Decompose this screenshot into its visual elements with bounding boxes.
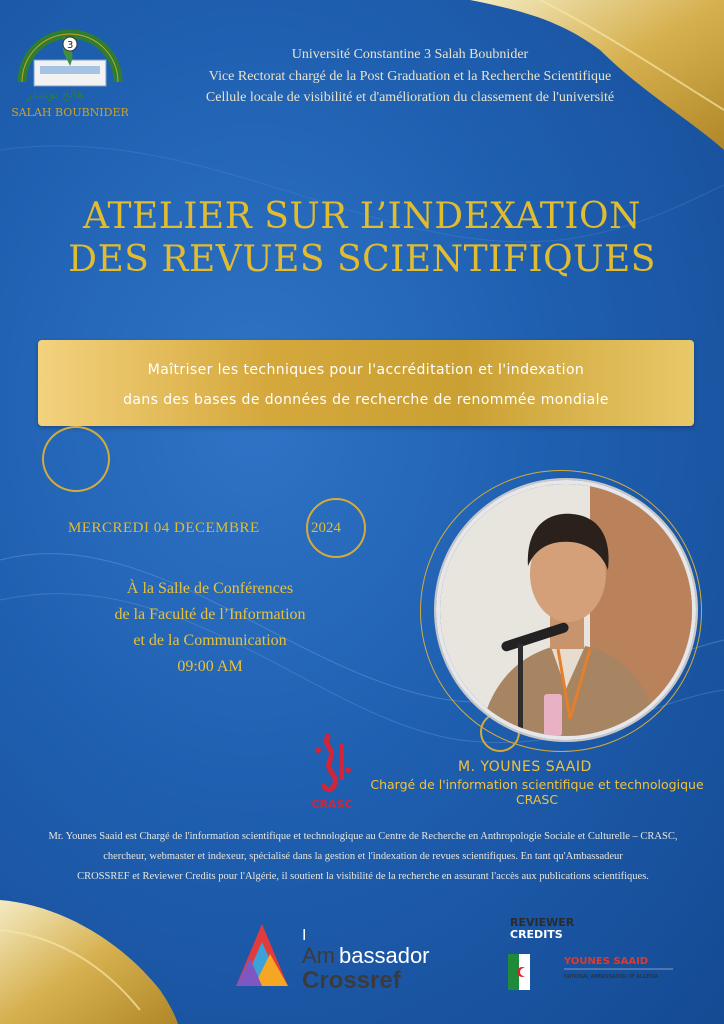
event-date: [68, 520, 260, 537]
venue-line-2: de la Faculté de l’Information: [114, 606, 306, 623]
svg-text:CRASC: CRASC: [311, 798, 353, 811]
svg-text:SALAH BOUBNIDER: SALAH BOUBNIDER: [12, 106, 128, 119]
venue-line-1: À la Salle de Conférences: [126, 580, 294, 597]
crossref-ambassador-logo: [232, 918, 442, 992]
event-year: 2024: [311, 520, 341, 536]
university-name: Université Constantine 3 Salah Boubnider: [291, 47, 529, 62]
svg-text:YOUNES SAAID: YOUNES SAAID: [564, 956, 649, 967]
event-time: 09:00 AM: [177, 658, 243, 675]
banner-line-2: dans des bases de données de recherche de renommée mondiale: [123, 392, 609, 408]
svg-text:I: I: [302, 927, 307, 944]
university-logo: [12, 22, 128, 122]
svg-text:Am: Am: [302, 943, 335, 968]
speaker-name: M. YOUNES SAAID: [458, 759, 592, 775]
crasc-logo: [298, 730, 366, 812]
subtitle-banner: [38, 340, 694, 426]
workshop-title: [0, 195, 724, 281]
svg-text:NATIONAL AMBASSADOR OF ALGERIA: NATIONAL AMBASSADOR OF ALGERIA: [564, 974, 659, 980]
svg-text:CREDITS: CREDITS: [510, 928, 563, 941]
bio-line-2: chercheur, webmaster et indexeur, spécialisé dans la gestion et l'indexation de revues scientifiques. En tant qu'Ambassadeur: [103, 851, 623, 862]
speaker-photo: [436, 480, 696, 740]
decorative-ring: [42, 426, 110, 492]
vice-rectorat: Vice Rectorat chargé de la Post Graduation et la Recherche Scientifique: [208, 68, 612, 84]
svg-text:REVIEWER: REVIEWER: [510, 916, 575, 929]
title-line-1: ATELIER SUR L’INDEXATION: [82, 196, 642, 237]
bio-line-1: Mr. Younes Saaid est Chargé de l'information scientifique et technologique au Centre de Recherche en Anthropologie Sociale et Culturelle – CRASC,: [48, 831, 678, 842]
svg-text:Crossref: Crossref: [302, 967, 401, 992]
event-venue: [60, 576, 360, 680]
speaker-role: [370, 777, 704, 807]
banner-line-1: Maîtriser les techniques pour l'accréditation et l'indexation: [147, 362, 585, 378]
svg-text:ﻫﺎﻟﺢ ﺑﻮﺑﻨﻴﺪﺭ: ﻫﺎﻟﺢ ﺑﻮﺑﻨﻴﺪﺭ: [26, 87, 84, 101]
svg-text:3: 3: [67, 40, 74, 51]
header-text: [130, 44, 690, 109]
cellule-name: Cellule locale de visibilité et d'amélioration du classement de l'université: [205, 90, 615, 105]
svg-text:bassador: bassador: [339, 943, 430, 968]
venue-line-3: et de la Communication: [133, 632, 287, 649]
speaker-role-line-2: CRASC: [515, 792, 559, 807]
reviewer-credits-logo: [508, 914, 688, 994]
speaker-role-line-1: Chargé de l'information scientifique et technologique: [370, 777, 704, 792]
title-line-2: DES REVUES SCIENTIFIQUES: [68, 239, 656, 280]
speaker-bio: [16, 827, 710, 887]
date-text: MERCREDI 04 DECEMBRE: [68, 520, 260, 536]
bio-line-3: CROSSREF et Reviewer Credits pour l'Algérie, il soutient la visibilité de la recherche en assurant l'accès aux publications scientifiques.: [77, 871, 649, 882]
